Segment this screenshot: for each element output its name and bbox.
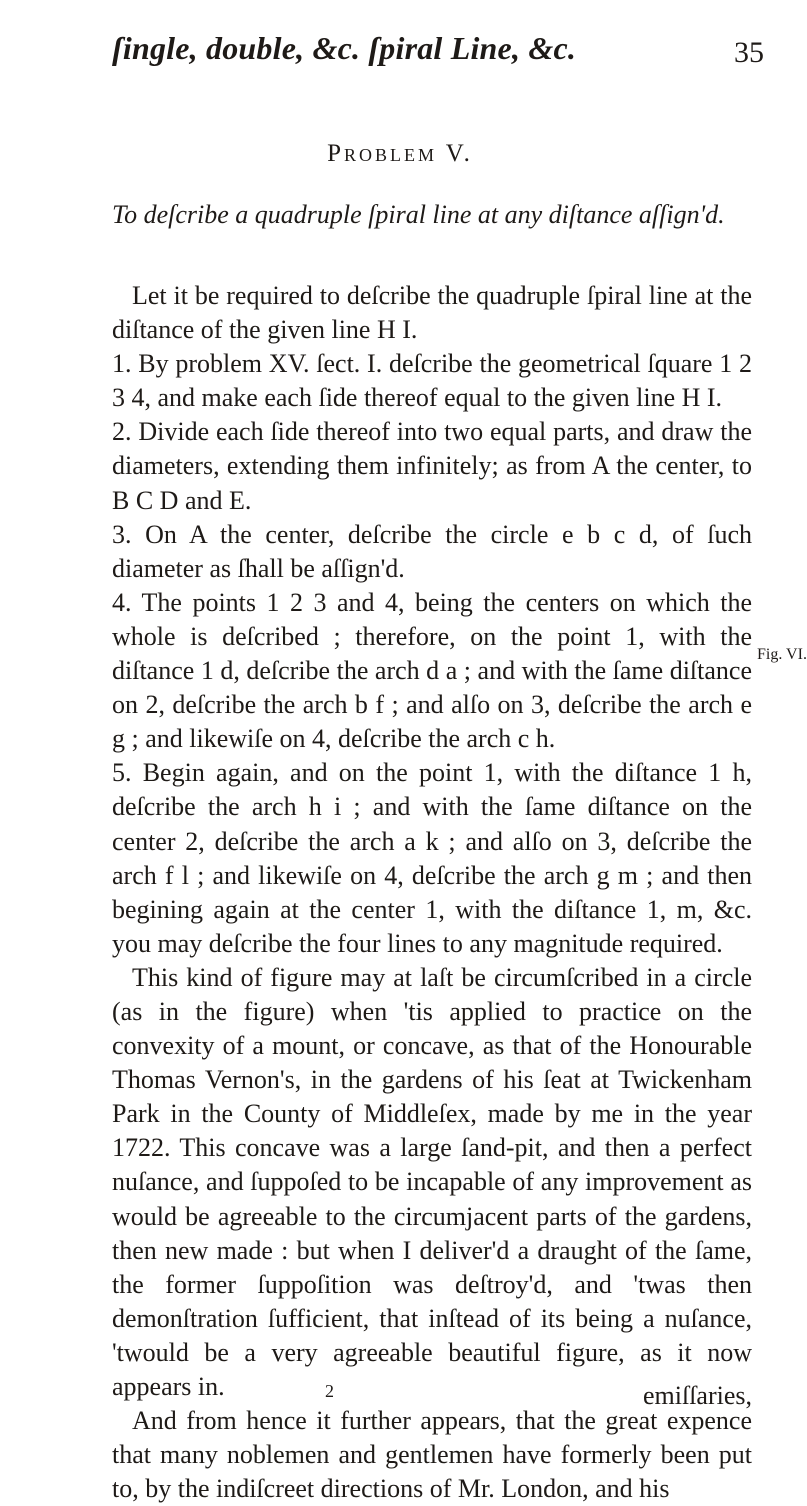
paragraph-step-3: 3. On A the center, deſcribe the circle e b c d, of ſuch diameter as ſhall be aſſign'd. (112, 519, 752, 583)
paragraph-intro: Let it be required to deſcribe the quadruple ſpiral line at the diſtance of the given line H I. (112, 281, 752, 345)
figure-reference-note: Fig. VI. (757, 646, 807, 663)
paragraph-step-4: 4. The points 1 2 3 and 4, being the centers on which the whole is deſcribed ; therefore, on the point 1, with the diſtance 1 d, deſcribe the arch d a ; and with the ſame diſtance on 2, deſcribe the arch b f ; and alſo on 3, deſcribe the arch e g ; and likewiſe on 4, deſcribe the arch c h. (112, 587, 752, 754)
page-number: 35 (734, 36, 764, 69)
catchword: emiſſaries, (642, 1381, 752, 1410)
problem-heading: Problem V. (327, 140, 473, 167)
paragraph-step-2: 2. Divide each ſide thereof into two equal parts, and draw the diameters, extending them infinitely; as from A the center, to B C D and E. (112, 417, 752, 515)
paragraph-application: This kind of figure may at laſt be circumſcribed in a circle (as in the figure) when 'tis applied to practice on the convexity of a mount, or concave, as that of the Honourable Thomas Vernon's, in the gardens of his ſeat at Twickenham Park in the County of Middleſex, made by me in the year 1722. This concave was a large ſand-pit, and then a perfect nuſance, and ſuppoſed to be incapable of any improvement as would be agreeable to the circumjacent parts of the gardens, then new made : but when I deliver'd a draught of the ſame, the former ſuppoſition was deſtroy'd, and 'twas then demonſtration ſufficient, that inſtead of its being a nuſance, 'twould be a very agreeable beautiful figure, as it now appears in. (112, 962, 752, 1401)
running-head-title: ſingle, double, &c. ſpiral Line, &c. (112, 30, 577, 66)
paragraph-step-1: 1. By problem XV. ſect. I. deſcribe the geometrical ſquare 1 2 3 4, and make each ſide thereof equal to the given line H I. (112, 349, 752, 413)
page-footer (112, 1381, 752, 1415)
problem-title: To deſcribe a quadruple ſpiral line at any diſtance aſſign'd. (112, 200, 725, 229)
paragraph-step-5: 5. Begin again, and on the point 1, with the diſtance 1 h, deſcribe the arch h i ; and with the ſame diſtance on the center 2, deſcribe the arch a k ; and alſo on 3, deſcribe the arch f l ; and likewiſe on 4, deſcribe the arch g m ; and then begining again at the center 1, with the diſtance 1, m, &c. you may deſcribe the four lines to any magnitude required. (112, 758, 752, 958)
body-text (112, 279, 752, 1506)
paragraph-conclusion: And from hence it further appears, that the great expence that many noblemen and gentlemen have formerly been put to, by the indiſcreet directions of Mr. London, and his (112, 1406, 752, 1504)
signature-mark: 2 (325, 1381, 334, 1401)
